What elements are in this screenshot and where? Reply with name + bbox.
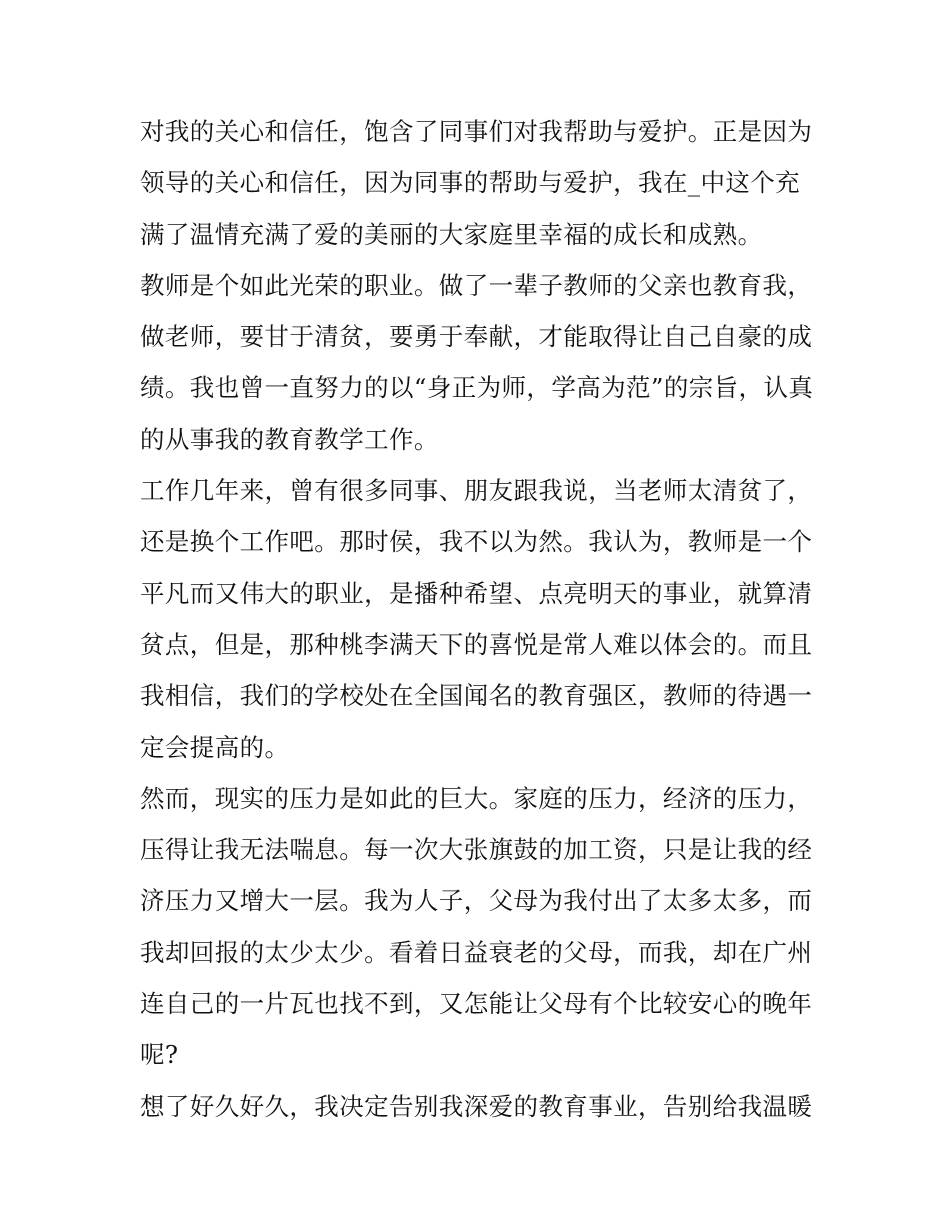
text-line: 我相信，我们的学校处在全国闻名的教育强区，教师的待遇一 bbox=[140, 681, 813, 711]
text-line: 领导的关心和信任，因为同事的帮助与爱护，我在_中这个充 bbox=[140, 168, 801, 198]
text-line: 定会提高的。 bbox=[140, 732, 290, 762]
document-body bbox=[140, 106, 820, 1132]
text-line: 对我的关心和信任，饱含了同事们对我帮助与爱护。正是因为 bbox=[140, 117, 813, 146]
text-line: 满了温情充满了爱的美丽的大家庭里幸福的成长和成熟。 bbox=[140, 219, 763, 249]
text-line: 想了好久好久，我决定告别我深爱的教育事业，告别给我温暖 bbox=[140, 1091, 813, 1121]
text-line: 连自己的一片瓦也找不到，又怎能让父母有个比较安心的晚年 bbox=[140, 989, 813, 1019]
text-line: 工作几年来，曾有很多同事、朋友跟我说，当老师太清贫了， bbox=[140, 476, 813, 506]
text-line: 然而，现实的压力是如此的巨大。家庭的压力，经济的压力， bbox=[140, 783, 813, 813]
text-line: 压得让我无法喘息。每一次大张旗鼓的加工资，只是让我的经 bbox=[140, 835, 813, 865]
text-line: 教师是个如此光荣的职业。做了一辈子教师的父亲也教育我， bbox=[140, 270, 813, 300]
text-line: 贫点，但是，那种桃李满天下的喜悦是常人难以体会的。而且 bbox=[140, 629, 813, 659]
text-line: 做老师，要甘于清贫，要勇于奉献，才能取得让自己自豪的成 bbox=[140, 322, 813, 352]
text-line: 平凡而又伟大的职业，是播种希望、点亮明天的事业，就算清 bbox=[140, 578, 813, 608]
text-line: 的从事我的教育教学工作。 bbox=[140, 424, 439, 454]
text-line: 我却回报的太少太少。看着日益衰老的父母，而我，却在广州 bbox=[140, 937, 813, 967]
text-line: 济压力又增大一层。我为人子，父母为我付出了太多太多，而 bbox=[140, 886, 813, 916]
text-line: 绩。我也曾一直努力的以“身正为师，学高为范”的宗旨，认真 bbox=[140, 373, 814, 403]
text-line: 呢? bbox=[140, 1040, 179, 1070]
text-line: 还是换个工作吧。那时侯，我不以为然。我认为，教师是一个 bbox=[140, 527, 813, 557]
